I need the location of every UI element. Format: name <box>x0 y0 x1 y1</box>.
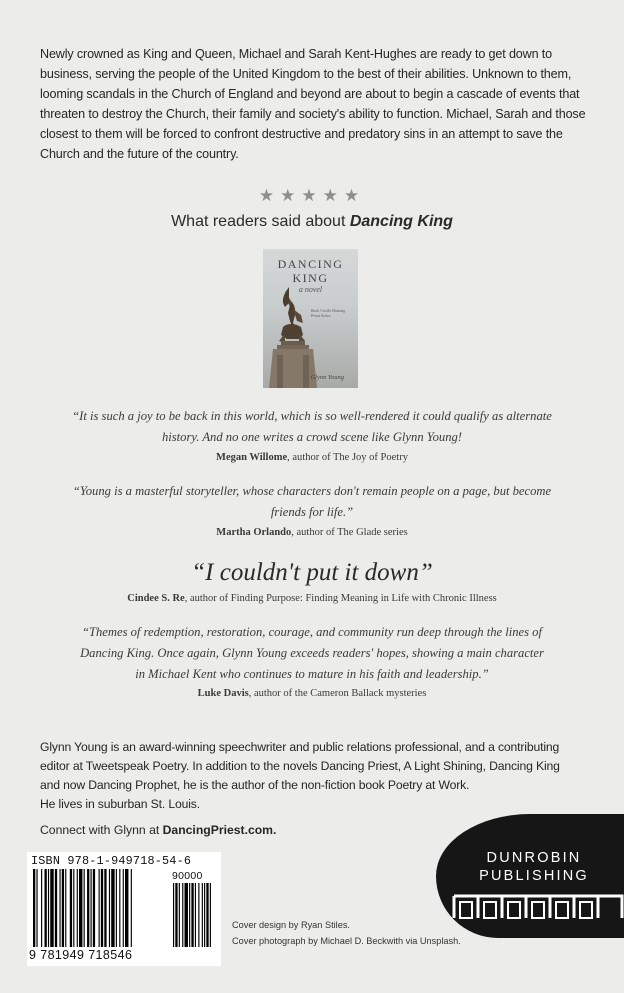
isbn-text: ISBN 978-1-949718-54-6 <box>31 854 192 868</box>
review-attribution <box>0 527 624 538</box>
star-icon: ★ <box>258 186 281 205</box>
reviewer-name: Megan Willome <box>216 452 288 463</box>
review-attribution <box>0 688 624 699</box>
review-quote: “Themes of redemption, restoration, courage, and community run deep through the lines of Dancing King. Once again, Glynn Young exceeds readers' hopes, showing a main character in Michael Kent who continues to mature in his faith and leadership.” <box>80 625 544 681</box>
castle-battlement-icon <box>450 892 624 922</box>
star-icon: ★ <box>280 186 302 205</box>
angel-statue-image <box>263 249 358 388</box>
barcode-digits: 9 781949 718546 <box>29 948 133 962</box>
reviewer-name: Martha Orlando <box>216 527 292 538</box>
website-link[interactable]: DancingPriest.com. <box>162 823 277 837</box>
reviewer-detail: , author of Finding Purpose: Finding Meaning in Life with Chronic Illness <box>184 593 497 604</box>
star-rating <box>0 186 624 206</box>
mini-cover-title-line2: KING <box>292 271 329 285</box>
star-icon: ★ <box>322 186 344 205</box>
reviewer-detail: , author of the Cameron Ballack mysteries <box>248 688 427 699</box>
reviewer-name: Luke Davis <box>197 688 249 699</box>
bio-line: He lives in suburban St. Louis. <box>40 797 200 811</box>
mini-cover-subtitle: a novel <box>298 285 323 294</box>
reviewer-detail: , author of The Joy of Poetry <box>287 452 408 463</box>
mini-cover-author: Glynn Young <box>310 374 344 381</box>
publisher-logo <box>436 814 624 938</box>
readers-heading-title: Dancing King <box>349 213 453 230</box>
connect-line <box>40 823 276 837</box>
photo-credit: Cover photograph by Michael D. Beckwith via Unsplash. <box>232 935 461 946</box>
author-bio <box>40 738 600 814</box>
cover-credits <box>232 918 461 949</box>
reviewer-detail: , author of The Glade series <box>291 527 408 538</box>
mini-cover-title-line1: DANCING <box>277 257 344 271</box>
review-attribution <box>0 452 624 463</box>
publisher-name-line2: PUBLISHING <box>479 868 589 884</box>
pull-quote: “I couldn't put it down” <box>191 559 433 586</box>
review-quote: “It is such a joy to be back in this world, which is so well-rendered it could qualify as alternate history. And no one writes a crowd scene like Glynn Young! <box>72 409 552 444</box>
star-icon: ★ <box>301 186 323 205</box>
review-quote: “Young is a masterful storyteller, whose characters don't remain people on a page, but become friends for life.” <box>72 484 552 519</box>
publisher-name-line1: DUNROBIN <box>486 850 582 866</box>
readers-heading <box>0 213 624 231</box>
bio-line: editor at Tweetspeak Poetry. In addition to the novels Dancing Priest, A Light Shining, Dancing King <box>40 759 560 773</box>
book-blurb: Newly crowned as King and Queen, Michael and Sarah Kent-Hughes are ready to get down to business, serving the people of the United Kingdom to the best of their abilities. Unknown to them, looming scandals in the Church of England and beyond are about to begin a cascade of events that threaten to destroy the Church, their family and society's ability to function. Michael, Sarah and those closest to them will be forced to confront destructive and predatory sins in an attempt to save the Church and the future of the country. <box>40 47 586 161</box>
design-credit: Cover design by Ryan Stiles. <box>232 920 350 930</box>
connect-prefix: Connect with Glynn at <box>40 823 163 837</box>
bio-line: Glynn Young is an award-winning speechwriter and public relations professional, and a contributing <box>40 740 560 754</box>
review-attribution <box>0 593 624 604</box>
reviewer-name: Cindee S. Re <box>127 593 185 604</box>
book-cover-thumbnail <box>263 249 358 388</box>
readers-heading-prefix: What readers said about <box>171 213 350 230</box>
isbn-barcode <box>27 852 221 966</box>
bio-line: and now Dancing Prophet, he is the author of the non-fiction book Poetry at Work. <box>40 778 470 792</box>
barcode-addon: 90000 <box>172 870 203 882</box>
star-icon: ★ <box>343 186 366 205</box>
mini-cover-note: Book 3 in the Dancing Priest Series <box>311 309 346 318</box>
